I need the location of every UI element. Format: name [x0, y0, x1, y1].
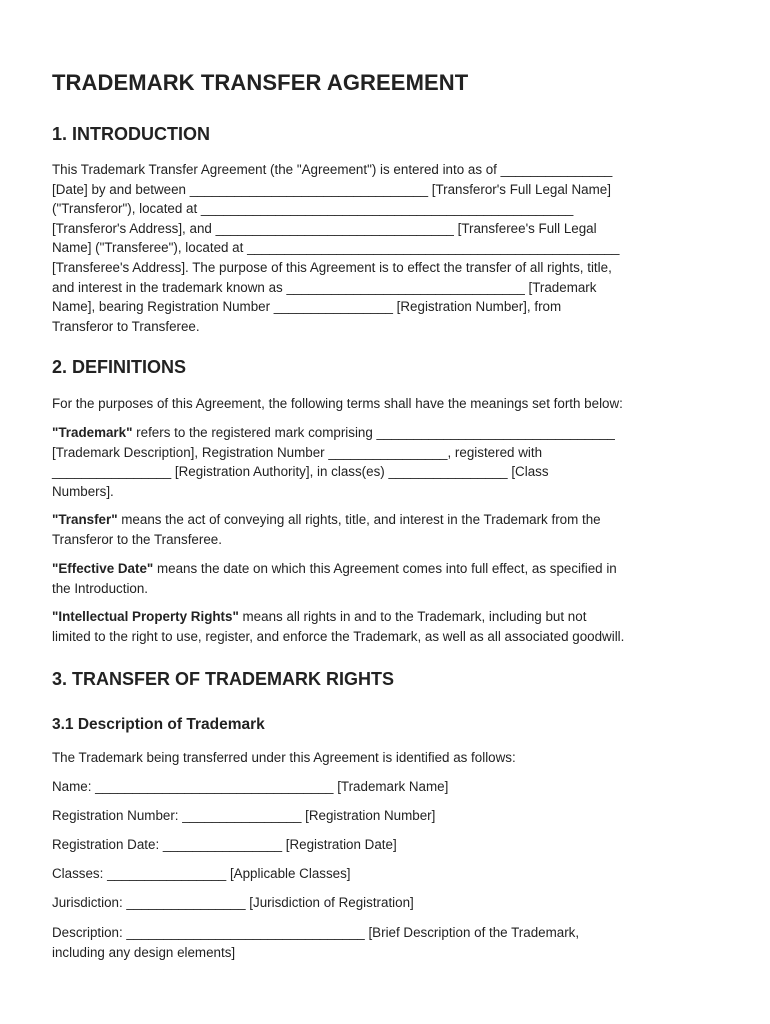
text-line: ("Transferor"), located at __________________________________________________	[52, 201, 574, 217]
definition-text: means the date on which this Agreement comes into full effect, as specified in	[153, 561, 617, 576]
field-name	[52, 777, 720, 797]
text-line: the Introduction.	[52, 580, 149, 596]
definition-ip-rights	[52, 607, 720, 646]
text-line: ________________ [Registration Authority], in class(es) ________________ [Class	[52, 464, 549, 480]
text-line: Registration Date: ________________ [Registration Date]	[52, 837, 397, 852]
text-line: Name], bearing Registration Number ________________ [Registration Number], from	[52, 299, 562, 315]
text-line	[52, 510, 720, 530]
text-line: This Trademark Transfer Agreement (the "Agreement") is entered into as of _______________	[52, 162, 613, 177]
definition-trademark	[52, 423, 720, 501]
definition-term: "Transfer"	[52, 512, 118, 527]
text-line: [Transferor's Address], and ________________________________ [Transferee's Full Legal	[52, 220, 597, 236]
text-line: Transferor to Transferee.	[52, 318, 200, 334]
subsection-heading-description: 3.1 Description of Trademark	[52, 716, 265, 733]
transfer-intro	[52, 748, 720, 768]
text-line: Name: ________________________________ [Trademark Name]	[52, 779, 449, 794]
document-title: TRADEMARK TRANSFER AGREEMENT	[52, 70, 469, 95]
text-line: [Transferee's Address]. The purpose of this Agreement is to effect the transfer of all rights, title,	[52, 259, 612, 275]
text-line: Transferor to the Transferee.	[52, 531, 222, 547]
definition-term: "Effective Date"	[52, 561, 154, 576]
text-line: Description: ________________________________ [Brief Description of the Trademark,	[52, 925, 580, 940]
section-heading-definitions: 2. DEFINITIONS	[52, 357, 187, 377]
text-line: Registration Number: ________________ [Registration Number]	[52, 808, 436, 823]
text-line: Numbers].	[52, 483, 114, 499]
text-line: Name] ("Transferee"), located at __________________________________________________	[52, 240, 620, 256]
text-line: including any design elements]	[52, 944, 236, 960]
text-line	[52, 559, 720, 579]
text-line: limited to the right to use, register, and enforce the Trademark, as well as all associated goodwill.	[52, 628, 625, 644]
text-line	[52, 423, 720, 443]
introduction-paragraph	[52, 160, 720, 336]
text-line: For the purposes of this Agreement, the following terms shall have the meanings set forth below:	[52, 396, 623, 411]
field-jurisdiction	[52, 893, 720, 913]
text-line: and interest in the trademark known as ________________________________ [Trademark	[52, 279, 597, 295]
text-line	[52, 607, 720, 627]
field-classes	[52, 864, 720, 884]
definition-effective-date	[52, 559, 720, 598]
field-description	[52, 923, 720, 962]
definition-text: refers to the registered mark comprising ________________________________	[132, 425, 615, 440]
field-registration-date	[52, 835, 720, 855]
definition-text: means the act of conveying all rights, title, and interest in the Trademark from the	[117, 512, 601, 527]
definition-text: means all rights in and to the Trademark, including but not	[238, 609, 587, 624]
text-line: [Date] by and between ________________________________ [Transferor's Full Legal Name]	[52, 181, 611, 197]
definition-term: "Intellectual Property Rights"	[52, 609, 239, 624]
text-line: The Trademark being transferred under this Agreement is identified as follows:	[52, 750, 516, 765]
text-line: [Trademark Description], Registration Number ________________, registered with	[52, 444, 543, 460]
definition-transfer	[52, 510, 720, 549]
text-line: Jurisdiction: ________________ [Jurisdiction of Registration]	[52, 895, 414, 910]
definitions-intro	[52, 394, 720, 414]
section-heading-transfer-rights: 3. TRANSFER OF TRADEMARK RIGHTS	[52, 669, 394, 689]
field-registration-number	[52, 806, 720, 826]
definition-term: "Trademark"	[52, 425, 133, 440]
text-line: Classes: ________________ [Applicable Classes]	[52, 866, 351, 881]
section-heading-introduction: 1. INTRODUCTION	[52, 124, 211, 144]
